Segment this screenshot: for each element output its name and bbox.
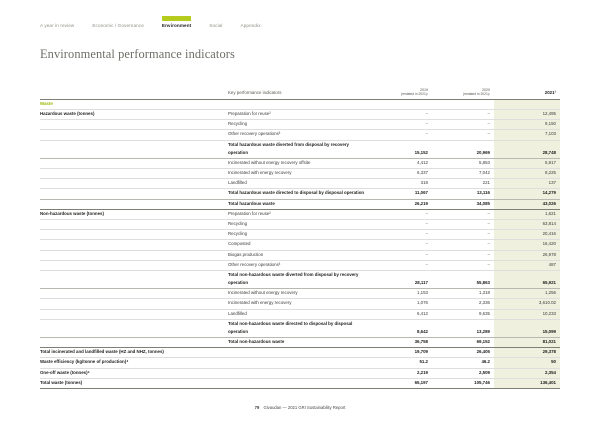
cell-value: 318 [370, 179, 432, 189]
cell-value: 4,412 [370, 158, 432, 168]
header-year-2020-value: 2020 [482, 88, 490, 92]
row-group-label [40, 169, 228, 179]
empty-value-dash: – [487, 231, 490, 237]
cell-value-2021: 50 [494, 358, 560, 368]
row-kpi-label: Incinerated with energy recovery [228, 299, 370, 309]
group-label-text: Non-hazardous waste (tonnes) [40, 210, 104, 216]
row-group-label [40, 199, 228, 209]
header-year-2021: 2021¹ [494, 88, 560, 99]
summary-row-label: One-off waste (tonnes)⁵ [40, 368, 370, 378]
cell-value: 28,117 [370, 270, 432, 288]
cell-value-2021: 1,256 [494, 289, 560, 299]
cell-value: 26,219 [370, 199, 432, 209]
empty-value-dash: – [487, 210, 490, 216]
cell-value-2021: 43,026 [494, 199, 560, 209]
empty-value-dash: – [425, 241, 428, 247]
cell-value [432, 230, 494, 240]
cell-value [370, 109, 432, 119]
data-table [40, 88, 560, 389]
nav-item-appendix[interactable] [241, 16, 261, 28]
summary-row-label: Waste efficiency (kg/tonne of production)⁴ [40, 358, 370, 368]
empty-value-dash: – [425, 210, 428, 216]
table-row [40, 140, 560, 158]
cell-value: 1,318 [432, 289, 494, 299]
empty-value-dash: – [487, 110, 490, 116]
row-group-label [40, 219, 228, 229]
cell-value: 5,853 [432, 158, 494, 168]
empty-value-dash: – [487, 220, 490, 226]
cell-value-2021: 10,233 [494, 309, 560, 319]
row-kpi-label: Other recovery operations³ [228, 130, 370, 140]
row-kpi-label: Incinerated without energy recovery offsite [228, 158, 370, 168]
table-row [40, 179, 560, 189]
cell-value: 65,197 [370, 378, 432, 388]
row-kpi-label: Other recovery operations³ [228, 260, 370, 270]
environmental-indicators-table [40, 88, 560, 389]
row-kpi-label: Recycling [228, 230, 370, 240]
cell-value: 105,746 [432, 378, 494, 388]
cell-value: 13,289 [432, 319, 494, 337]
cell-value: 46.2 [432, 358, 494, 368]
row-group-label [40, 240, 228, 250]
header-year-2019 [370, 88, 432, 99]
row-kpi-label: Biogas production [228, 250, 370, 260]
cell-value [432, 240, 494, 250]
group-label-text: Hazardous waste (tonnes) [40, 110, 95, 116]
table-row [40, 219, 560, 229]
cell-value-2021: 15,099 [494, 319, 560, 337]
nav-item-a-year-in-review[interactable] [40, 16, 74, 28]
cell-value: 221 [432, 179, 494, 189]
cell-value [370, 130, 432, 140]
row-group-label [40, 309, 228, 319]
header-year-2019-value: 2019 [420, 88, 428, 92]
row-kpi-label: Preparation for reuse² [228, 209, 370, 219]
nav-item-label: A year in review [40, 23, 75, 28]
cell-value-2021: 28,748 [494, 140, 560, 158]
row-group-label [40, 109, 228, 119]
empty-value-dash: – [425, 110, 428, 116]
empty-value-dash: – [487, 261, 490, 267]
table-row [40, 169, 560, 179]
summary-row-label: Total incinerated and landfilled waste (HZ and NHZ, tonnes) [40, 348, 370, 358]
table-row [40, 230, 560, 240]
row-group-label [40, 209, 228, 219]
cell-value: 34,085 [432, 199, 494, 209]
cell-value [432, 99, 494, 109]
table-row [40, 209, 560, 219]
cell-value: 26,405 [432, 348, 494, 358]
table-row [40, 309, 560, 319]
nav-item-label: Appendix [240, 23, 261, 28]
cell-value [370, 99, 432, 109]
cell-value [370, 250, 432, 260]
nav-item-label: Environment [161, 23, 192, 28]
header-kpi: Key performance indicators [228, 88, 370, 99]
table-row [40, 120, 560, 130]
top-navigation [40, 16, 261, 28]
cell-value: 55,863 [432, 270, 494, 288]
cell-value-2021: 16,420 [494, 240, 560, 250]
cell-value [432, 209, 494, 219]
cell-value-2021: 63,814 [494, 219, 560, 229]
cell-value-2021: 9,150 [494, 120, 560, 130]
row-kpi-label: Preparation for reuse² [228, 109, 370, 119]
cell-value: 2,336 [432, 299, 494, 309]
row-group-label [40, 260, 228, 270]
summary-row [40, 358, 560, 368]
cell-value-2021: 81,021 [494, 338, 560, 348]
empty-value-dash: – [487, 121, 490, 127]
row-group-label [40, 230, 228, 240]
summary-row [40, 368, 560, 378]
cell-value: 9,635 [432, 309, 494, 319]
header-year-2020 [432, 88, 494, 99]
table-row [40, 270, 560, 288]
nav-item-social[interactable] [209, 16, 222, 28]
row-group-label [40, 158, 228, 168]
cell-value: 13,116 [432, 189, 494, 199]
row-kpi-label: Total non-hazardous waste directed to disposal by disposal operation [228, 319, 370, 337]
row-group-label [40, 299, 228, 309]
row-group-label [40, 338, 228, 348]
empty-value-dash: – [425, 220, 428, 226]
cell-value: 8,642 [370, 319, 432, 337]
section-label-text: Waste [40, 100, 53, 106]
cell-value [432, 260, 494, 270]
row-kpi-label: Recycling [228, 219, 370, 229]
cell-value: 1,153 [370, 289, 432, 299]
table-row [40, 260, 560, 270]
table-row [40, 130, 560, 140]
page-title: Environmental performance indicators [40, 47, 235, 61]
row-group-label [40, 140, 228, 158]
cell-value-2021: 5,917 [494, 158, 560, 168]
cell-value-2021: 26,978 [494, 250, 560, 260]
cell-value: 51.2 [370, 358, 432, 368]
row-group-label [40, 270, 228, 288]
table-row [40, 109, 560, 119]
cell-value-2021 [494, 99, 560, 109]
cell-value-2021: 20,416 [494, 230, 560, 240]
cell-value [432, 130, 494, 140]
page-footer [0, 405, 600, 410]
cell-value-2021: 3,610.02 [494, 299, 560, 309]
cell-value: 2,219 [370, 368, 432, 378]
cell-value: 6,337 [370, 169, 432, 179]
nav-item-environment[interactable] [162, 16, 191, 28]
table-row [40, 158, 560, 168]
row-kpi-label: Total non-hazardous waste [228, 338, 370, 348]
row-group-label [40, 189, 228, 199]
summary-row [40, 378, 560, 388]
cell-value-2021: 14,279 [494, 189, 560, 199]
row-kpi-label: Total hazardous waste [228, 199, 370, 209]
nav-item-economic-governance[interactable] [92, 16, 144, 28]
row-kpi-label: Landfilled [228, 309, 370, 319]
cell-value: 36,758 [370, 338, 432, 348]
cell-value [432, 250, 494, 260]
row-group-label [40, 130, 228, 140]
table-section-row [40, 99, 560, 109]
cell-value [370, 260, 432, 270]
row-group-label [40, 250, 228, 260]
row-kpi-label: Incinerated without energy recovery [228, 289, 370, 299]
empty-value-dash: – [487, 241, 490, 247]
cell-value-2021: 12,495 [494, 109, 560, 119]
row-kpi-label: Recycling [228, 120, 370, 130]
table-row [40, 289, 560, 299]
row-group-label [40, 289, 228, 299]
header-year-2019-note: (restated in 2021)¹ [401, 92, 428, 97]
cell-value [370, 120, 432, 130]
cell-value-2021: 8,225 [494, 169, 560, 179]
nav-item-label: Economic / Governance [92, 23, 144, 28]
cell-value [370, 240, 432, 250]
summary-row [40, 348, 560, 358]
cell-value-2021: 2,354 [494, 368, 560, 378]
table-head [40, 88, 560, 99]
cell-value: 20,969 [432, 140, 494, 158]
table-row [40, 250, 560, 260]
header-year-2020-note: (restated in 2021)¹ [463, 92, 490, 97]
table-row [40, 299, 560, 309]
cell-value-2021: 29,378 [494, 348, 560, 358]
empty-value-dash: – [425, 121, 428, 127]
cell-value-2021: 7,103 [494, 130, 560, 140]
cell-value: 6,412 [370, 309, 432, 319]
row-kpi-label: Landfilled [228, 179, 370, 189]
footer-text: Givaudan — 2021 GRI Sustainability Report [263, 405, 346, 410]
section-label [40, 99, 228, 109]
cell-value-2021: 1,621 [494, 209, 560, 219]
header-spacer [40, 88, 228, 99]
cell-value [432, 120, 494, 130]
table-row [40, 319, 560, 337]
cell-value: 7,042 [432, 169, 494, 179]
cell-value [432, 109, 494, 119]
row-group-label [40, 319, 228, 337]
cell-value: 19,709 [370, 348, 432, 358]
empty-value-dash: – [487, 131, 490, 137]
row-kpi-label: Total hazardous waste diverted from disposal by recovery operation [228, 140, 370, 158]
cell-value: 15,152 [370, 140, 432, 158]
cell-value [370, 209, 432, 219]
cell-value: 11,067 [370, 189, 432, 199]
row-kpi-label: Total non-hazardous waste diverted from disposal by recovery operation [228, 270, 370, 288]
row-kpi-label: Composted [228, 240, 370, 250]
empty-value-dash: – [425, 251, 428, 257]
cell-value-2021: 65,921 [494, 270, 560, 288]
cell-value: 1,076 [370, 299, 432, 309]
header-row [40, 88, 560, 99]
table-row [40, 199, 560, 209]
empty-value-dash: – [425, 231, 428, 237]
cell-value-2021: 487 [494, 260, 560, 270]
nav-item-label: Social [209, 23, 223, 28]
row-group-label [40, 120, 228, 130]
empty-value-dash: – [425, 261, 428, 267]
cell-value [370, 230, 432, 240]
empty-value-dash: – [487, 251, 490, 257]
cell-value [432, 219, 494, 229]
cell-value: 69,152 [432, 338, 494, 348]
cell-value: 2,509 [432, 368, 494, 378]
cell-value [370, 219, 432, 229]
table-row [40, 338, 560, 348]
cell-value-2021: 136,401 [494, 378, 560, 388]
table-row [40, 189, 560, 199]
empty-value-dash: – [425, 131, 428, 137]
summary-row-label: Total waste (tonnes) [40, 378, 370, 388]
table-body [40, 99, 560, 388]
row-kpi-label: Total hazardous waste directed to disposal by disposal operation [228, 189, 370, 199]
footer-page-number: 79 [254, 405, 260, 410]
nav-active-indicator [162, 16, 191, 21]
row-kpi-label: Incinerated with energy recovery [228, 169, 370, 179]
cell-value-2021: 137 [494, 179, 560, 189]
row-group-label [40, 179, 228, 189]
table-row [40, 240, 560, 250]
